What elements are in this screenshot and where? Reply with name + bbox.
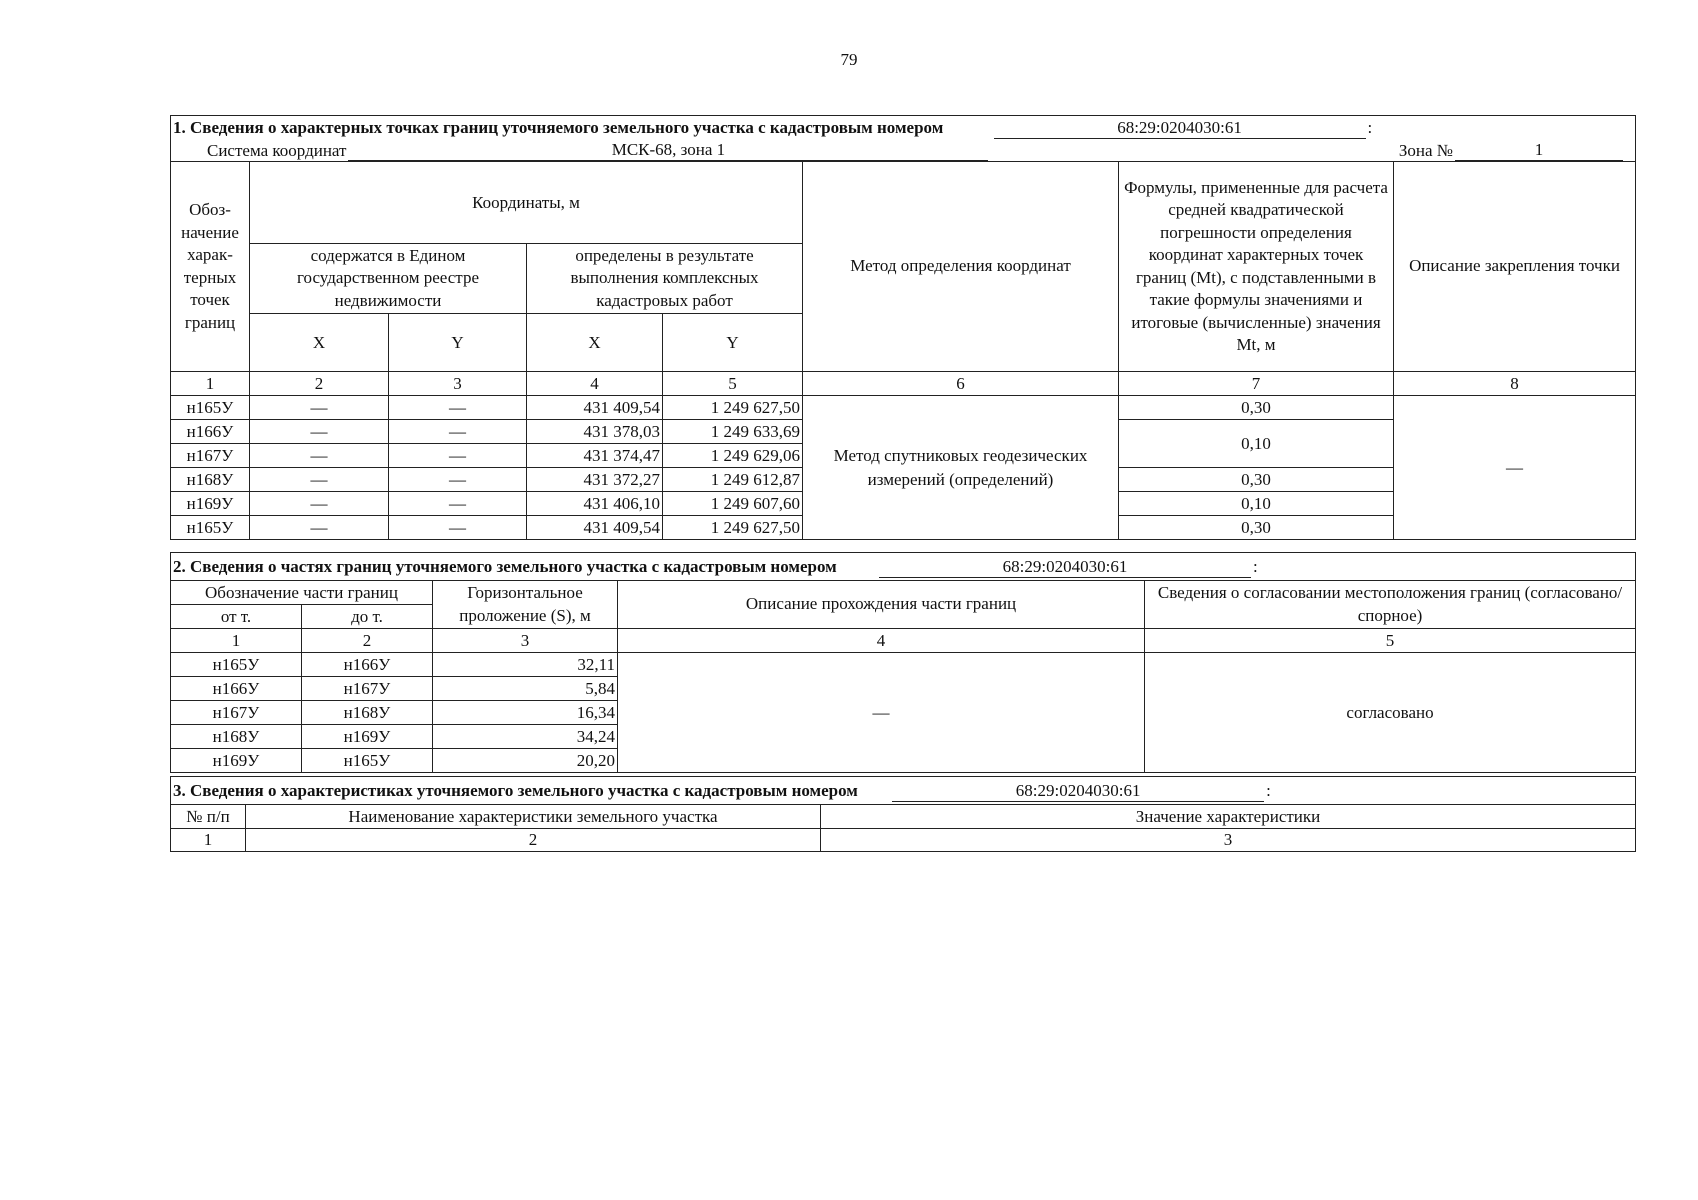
x-egrn: — — [250, 468, 389, 492]
y-value: 1 249 629,06 — [663, 444, 803, 468]
horizontal-value: 32,11 — [433, 653, 618, 677]
column-number: 1 — [171, 829, 246, 852]
fixing-value: — — [1394, 396, 1636, 540]
x-value: 431 374,47 — [527, 444, 663, 468]
page-number: 79 — [840, 50, 858, 69]
coord-system-value: МСК-68, зона 1 — [348, 140, 988, 161]
y-egrn: — — [389, 468, 527, 492]
point-id: н168У — [171, 468, 250, 492]
to-point: н167У — [302, 677, 433, 701]
y-egrn: — — [389, 516, 527, 540]
agreement-value: согласовано — [1145, 653, 1636, 773]
section1-title: 1. Сведения о характерных точках границ уточняемого земельного участка с кадастровым номером — [173, 117, 944, 137]
from-point: н169У — [171, 749, 302, 773]
header-coordinates: Координаты, м — [250, 162, 803, 244]
point-id: н166У — [171, 420, 250, 444]
from-point: н168У — [171, 725, 302, 749]
section2-cadastral-number: 68:29:0204030:61 — [879, 557, 1251, 578]
x-value: 431 372,27 — [527, 468, 663, 492]
header-y-determined: Y — [663, 314, 803, 372]
horizontal-value: 20,20 — [433, 749, 618, 773]
x-egrn: — — [250, 492, 389, 516]
x-value: 431 378,03 — [527, 420, 663, 444]
to-point: н165У — [302, 749, 433, 773]
column-number: 7 — [1119, 372, 1394, 396]
y-egrn: — — [389, 492, 527, 516]
header-value: Значение характеристики — [821, 805, 1636, 829]
table-row — [171, 653, 1636, 677]
header-part-designation: Обозначение части границ — [171, 581, 433, 605]
header-no: № п/п — [171, 805, 246, 829]
section3-title: 3. Сведения о характеристиках уточняемого земельного участка с кадастровым номером — [173, 780, 858, 800]
column-numbers-row — [171, 829, 1636, 852]
header-in-egrn: содержатся в Едином государственном реестре недвижимости — [250, 244, 527, 314]
section2-colon: : — [1253, 556, 1258, 576]
section1-heading — [171, 116, 1636, 140]
section2-heading — [171, 553, 1636, 581]
x-egrn: — — [250, 516, 389, 540]
section2-table — [170, 552, 1636, 773]
header-point-designation: Обоз-начение харак-терных точек границ — [171, 162, 250, 372]
to-point: н169У — [302, 725, 433, 749]
column-number: 8 — [1394, 372, 1636, 396]
section2-title: 2. Сведения о частях границ уточняемого земельного участка с кадастровым номером — [173, 556, 837, 576]
method-value: Метод спутниковых геодезических измерений (определений) — [803, 396, 1119, 540]
x-value: 431 406,10 — [527, 492, 663, 516]
column-numbers-row — [171, 372, 1636, 396]
column-number: 4 — [527, 372, 663, 396]
y-egrn: — — [389, 420, 527, 444]
column-number: 1 — [171, 372, 250, 396]
to-point: н168У — [302, 701, 433, 725]
section1-colon: : — [1367, 117, 1373, 137]
section1-table — [170, 115, 1636, 540]
point-id: н165У — [171, 516, 250, 540]
header-determined: определены в результате выполнения комплексных кадастровых работ — [527, 244, 803, 314]
y-value: 1 249 607,60 — [663, 492, 803, 516]
y-value: 1 249 633,69 — [663, 420, 803, 444]
y-value: 1 249 627,50 — [663, 396, 803, 420]
column-number: 5 — [663, 372, 803, 396]
point-id: н169У — [171, 492, 250, 516]
mt-value: 0,30 — [1119, 396, 1394, 420]
horizontal-value: 16,34 — [433, 701, 618, 725]
header-to: до т. — [302, 605, 433, 629]
column-number: 3 — [389, 372, 527, 396]
column-number: 6 — [803, 372, 1119, 396]
x-egrn: — — [250, 420, 389, 444]
point-id: н167У — [171, 444, 250, 468]
column-number: 4 — [618, 629, 1145, 653]
zone-label: Зона № — [1398, 140, 1454, 160]
y-value: 1 249 627,50 — [663, 516, 803, 540]
coord-system-row — [171, 140, 1636, 162]
x-egrn: — — [250, 396, 389, 420]
coord-system-label: Система координат — [207, 140, 347, 160]
mt-value: 0,10 — [1119, 420, 1394, 468]
from-point: н167У — [171, 701, 302, 725]
column-number: 3 — [821, 829, 1636, 852]
mt-value: 0,10 — [1119, 492, 1394, 516]
from-point: н166У — [171, 677, 302, 701]
section3-colon: : — [1266, 780, 1271, 800]
header-horizontal: Горизонтальное проложение (S), м — [433, 581, 618, 629]
mt-value: 0,30 — [1119, 516, 1394, 540]
table-row — [171, 396, 1636, 420]
header-agreement: Сведения о согласовании местоположения границ (согласовано/спорное) — [1145, 581, 1636, 629]
description-value: — — [618, 653, 1145, 773]
y-egrn: — — [389, 444, 527, 468]
column-number: 5 — [1145, 629, 1636, 653]
section1-cadastral-number: 68:29:0204030:61 — [994, 118, 1366, 139]
y-egrn: — — [389, 396, 527, 420]
header-formulas: Формулы, примененные для расчета средней квадратической погрешности определения координат характерных точек границ (Mt), с подставленными в такие формулы значениями и итоговые (вычисленные) значения Mt, м — [1119, 162, 1394, 372]
header-x-determined: X — [527, 314, 663, 372]
section3-heading — [171, 777, 1636, 805]
header-name: Наименование характеристики земельного участка — [246, 805, 821, 829]
mt-value: 0,30 — [1119, 468, 1394, 492]
from-point: н165У — [171, 653, 302, 677]
header-from: от т. — [171, 605, 302, 629]
column-number: 2 — [302, 629, 433, 653]
section3-cadastral-number: 68:29:0204030:61 — [892, 781, 1264, 802]
x-value: 431 409,54 — [527, 516, 663, 540]
zone-value: 1 — [1455, 140, 1623, 161]
section3-table — [170, 776, 1636, 852]
header-method: Метод определения координат — [803, 162, 1119, 372]
y-value: 1 249 612,87 — [663, 468, 803, 492]
column-number: 1 — [171, 629, 302, 653]
column-number: 2 — [246, 829, 821, 852]
point-id: н165У — [171, 396, 250, 420]
horizontal-value: 34,24 — [433, 725, 618, 749]
column-number: 2 — [250, 372, 389, 396]
x-value: 431 409,54 — [527, 396, 663, 420]
header-fixing: Описание закрепления точки — [1394, 162, 1636, 372]
header-y-egrn: Y — [389, 314, 527, 372]
header-x-egrn: X — [250, 314, 389, 372]
header-description: Описание прохождения части границ — [618, 581, 1145, 629]
to-point: н166У — [302, 653, 433, 677]
horizontal-value: 5,84 — [433, 677, 618, 701]
column-numbers-row — [171, 629, 1636, 653]
column-number: 3 — [433, 629, 618, 653]
x-egrn: — — [250, 444, 389, 468]
